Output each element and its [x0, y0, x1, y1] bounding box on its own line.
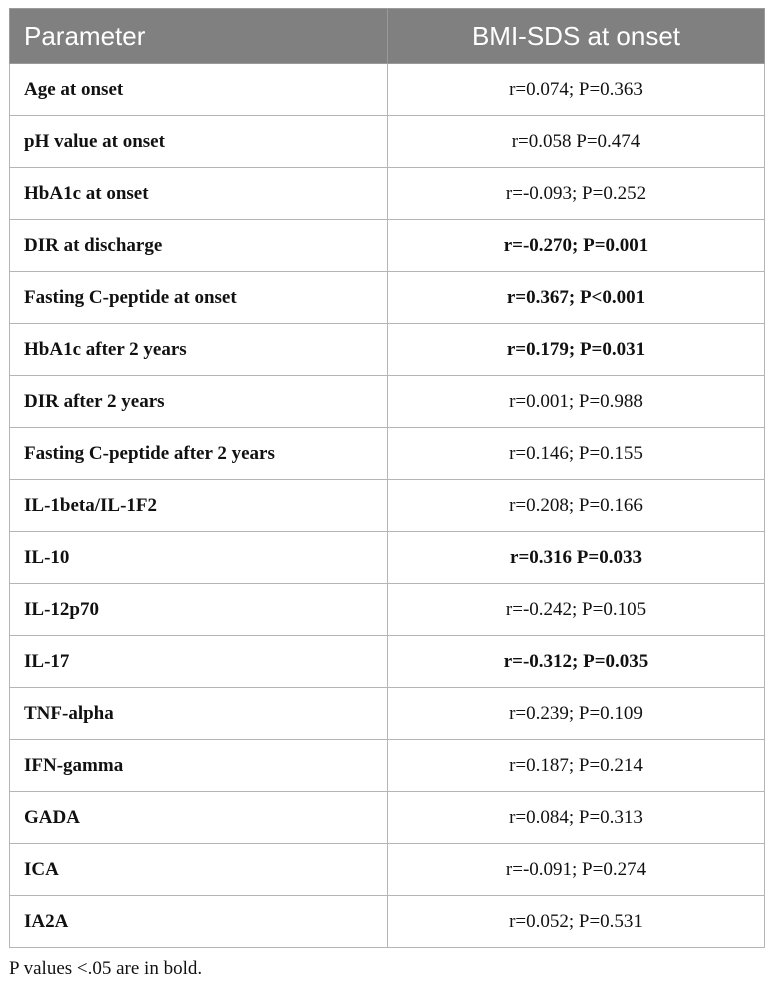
correlation-value-cell: r=0.316 P=0.033	[388, 532, 765, 584]
correlation-value-cell: r=0.208; P=0.166	[388, 480, 765, 532]
table-row	[10, 844, 765, 896]
table-row	[10, 584, 765, 636]
correlation-value-cell: r=-0.091; P=0.274	[388, 844, 765, 896]
table-row	[10, 64, 765, 116]
correlation-value-cell: r=0.367; P<0.001	[388, 272, 765, 324]
correlation-value-cell: r=-0.093; P=0.252	[388, 168, 765, 220]
table-row	[10, 428, 765, 480]
table-row	[10, 636, 765, 688]
correlation-table-container	[9, 8, 764, 948]
table-row	[10, 688, 765, 740]
parameter-cell: GADA	[10, 792, 388, 844]
table-row	[10, 324, 765, 376]
table-row	[10, 272, 765, 324]
parameter-cell: Age at onset	[10, 64, 388, 116]
correlation-value-cell: r=0.239; P=0.109	[388, 688, 765, 740]
table-row	[10, 740, 765, 792]
correlation-value-cell: r=-0.242; P=0.105	[388, 584, 765, 636]
parameter-cell: IL-1beta/IL-1F2	[10, 480, 388, 532]
correlation-value-cell: r=-0.312; P=0.035	[388, 636, 765, 688]
table-row	[10, 532, 765, 584]
parameter-cell: TNF-alpha	[10, 688, 388, 740]
parameter-cell: IA2A	[10, 896, 388, 948]
table-body	[10, 64, 765, 948]
parameter-cell: IL-12p70	[10, 584, 388, 636]
header-row	[10, 9, 765, 64]
parameter-cell: pH value at onset	[10, 116, 388, 168]
table-row	[10, 792, 765, 844]
table-row	[10, 220, 765, 272]
correlation-value-cell: r=0.187; P=0.214	[388, 740, 765, 792]
correlation-value-cell: r=0.001; P=0.988	[388, 376, 765, 428]
table-footnote: P values <.05 are in bold.	[9, 958, 203, 979]
correlation-value-cell: r=0.052; P=0.531	[388, 896, 765, 948]
table-row	[10, 480, 765, 532]
correlation-value-cell: r=0.084; P=0.313	[388, 792, 765, 844]
parameter-cell: ICA	[10, 844, 388, 896]
correlation-value-cell: r=0.179; P=0.031	[388, 324, 765, 376]
parameter-cell: IFN-gamma	[10, 740, 388, 792]
correlation-value-cell: r=0.074; P=0.363	[388, 64, 765, 116]
table-row	[10, 896, 765, 948]
table-header	[10, 9, 765, 64]
correlation-table	[9, 8, 765, 948]
parameter-cell: DIR at discharge	[10, 220, 388, 272]
parameter-cell: IL-17	[10, 636, 388, 688]
header-parameter: Parameter	[10, 9, 388, 64]
header-bmi-sds-at-onset: BMI-SDS at onset	[388, 9, 765, 64]
correlation-value-cell: r=0.058 P=0.474	[388, 116, 765, 168]
correlation-value-cell: r=-0.270; P=0.001	[388, 220, 765, 272]
parameter-cell: DIR after 2 years	[10, 376, 388, 428]
parameter-cell: HbA1c at onset	[10, 168, 388, 220]
table-row	[10, 376, 765, 428]
parameter-cell: Fasting C-peptide at onset	[10, 272, 388, 324]
parameter-cell: Fasting C-peptide after 2 years	[10, 428, 388, 480]
parameter-cell: HbA1c after 2 years	[10, 324, 388, 376]
table-row	[10, 168, 765, 220]
table-row	[10, 116, 765, 168]
correlation-value-cell: r=0.146; P=0.155	[388, 428, 765, 480]
parameter-cell: IL-10	[10, 532, 388, 584]
